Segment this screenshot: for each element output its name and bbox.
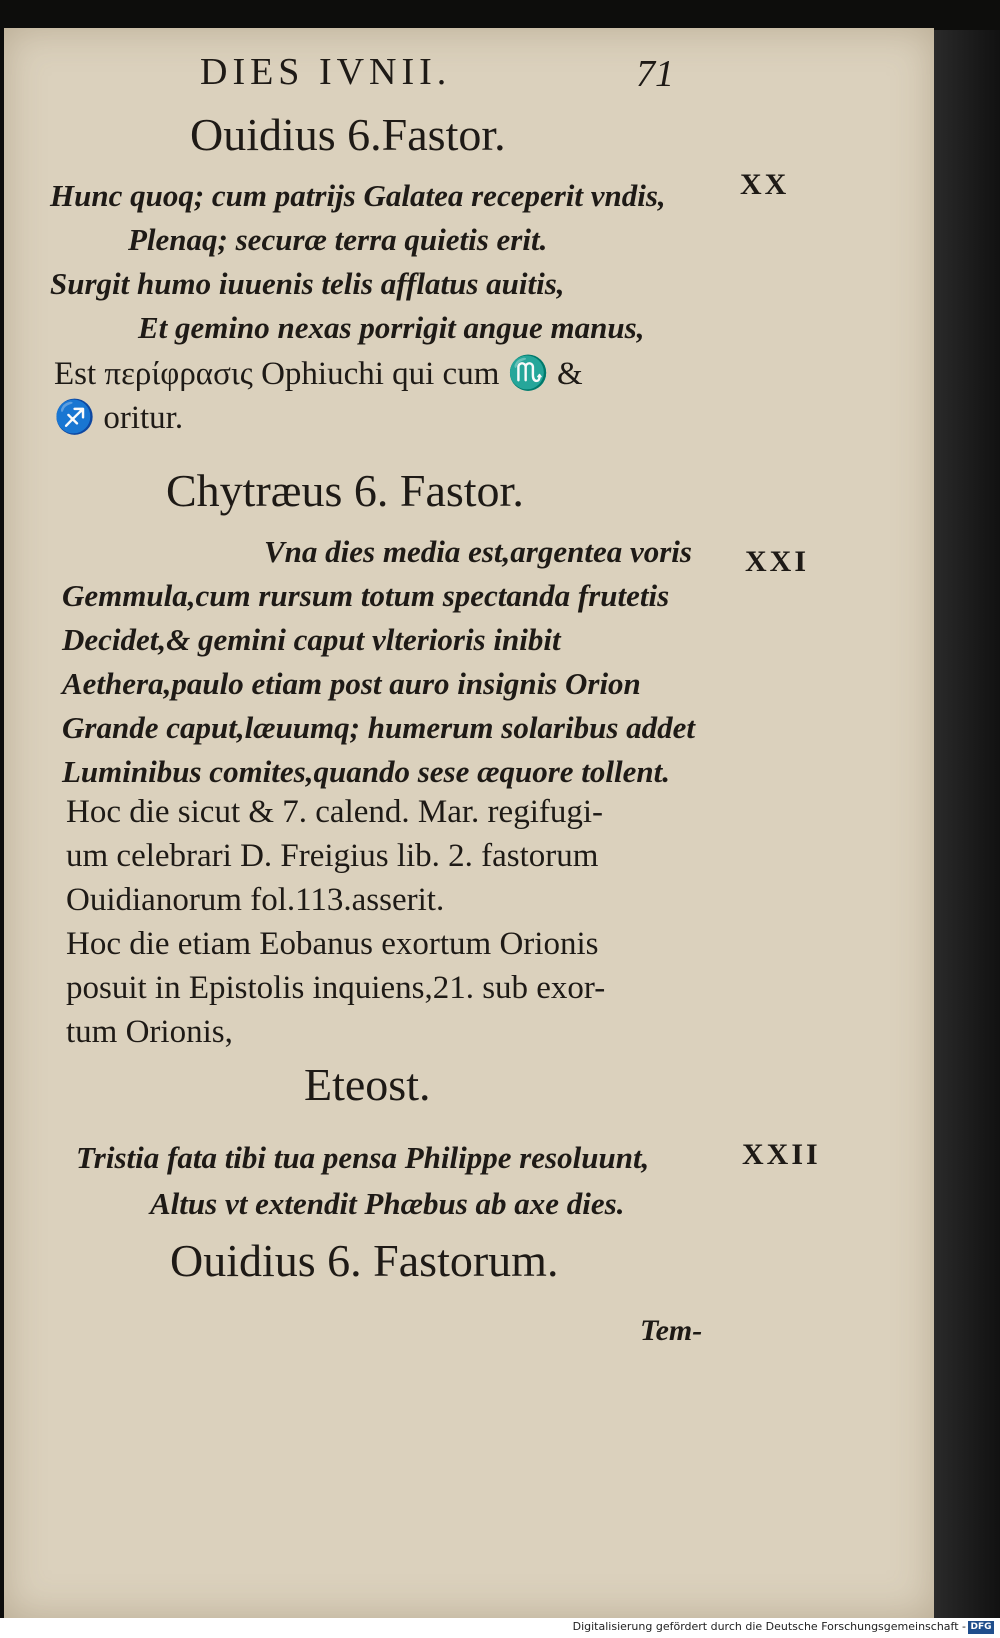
page-edge-shadow <box>934 30 1000 1618</box>
prose-line: ♐ oritur. <box>54 400 184 436</box>
section-heading-eteost: Eteost. <box>304 1059 431 1110</box>
section-heading-ovid: Ouidius 6.Fastor. <box>190 109 506 160</box>
verse-line: Plenaq; securæ terra quietis erit. <box>128 222 548 257</box>
verse-line: Aethera,paulo etiam post auro insignis Orion <box>62 666 641 701</box>
prose-line: Est περίφρασις Ophiuchi qui cum ♏ & <box>54 356 583 392</box>
verse-line: Grande caput,læuumq; humerum solaribus addet <box>62 710 696 745</box>
dfg-logo: DFG <box>968 1621 994 1634</box>
prose-line: um celebrari D. Freigius lib. 2. fastorum <box>66 838 599 874</box>
verse-line: Surgit humo iuuenis telis afflatus auitis, <box>50 266 565 301</box>
page-number: 71 <box>636 53 674 95</box>
digitization-credit: Digitalisierung gefördert durch die Deutsche Forschungsgemeinschaft - <box>572 1620 966 1633</box>
prose-line: Ouidianorum fol.113.asserit. <box>66 882 445 918</box>
margin-day-21: XXI <box>745 545 810 578</box>
margin-day-20: XX <box>740 168 790 201</box>
verse-line: Gemmula,cum rursum totum spectanda frutetis <box>62 578 670 613</box>
verse-line: Decidet,& gemini caput vlterioris inibit <box>62 622 561 657</box>
verse-line: Altus vt extendit Phæbus ab axe dies. <box>150 1186 625 1221</box>
running-title: DIES IVNII. <box>200 51 452 93</box>
verse-line: Luminibus comites,quando sese æquore tollent. <box>62 754 671 789</box>
verse-line: Et gemino nexas porrigit angue manus, <box>138 310 645 345</box>
section-heading-chytraeus: Chytræus 6. Fastor. <box>166 465 524 516</box>
prose-line: tum Orionis, <box>66 1014 233 1050</box>
prose-line: posuit in Epistolis inquiens,21. sub exor- <box>66 970 606 1006</box>
margin-day-22: XXII <box>742 1138 821 1171</box>
verse-line: Hunc quoq; cum patrijs Galatea receperit vndis, <box>50 178 666 213</box>
prose-line: Hoc die sicut & 7. calend. Mar. regifugi- <box>66 794 604 830</box>
section-heading-ovid-fastorum: Ouidius 6. Fastorum. <box>170 1235 559 1286</box>
catchword: Tem- <box>640 1314 703 1347</box>
prose-line: Hoc die etiam Eobanus exortum Orionis <box>66 926 599 962</box>
verse-line: Tristia fata tibi tua pensa Philippe resoluunt, <box>76 1140 650 1175</box>
verse-line: Vna dies media est,argentea voris <box>264 534 692 569</box>
